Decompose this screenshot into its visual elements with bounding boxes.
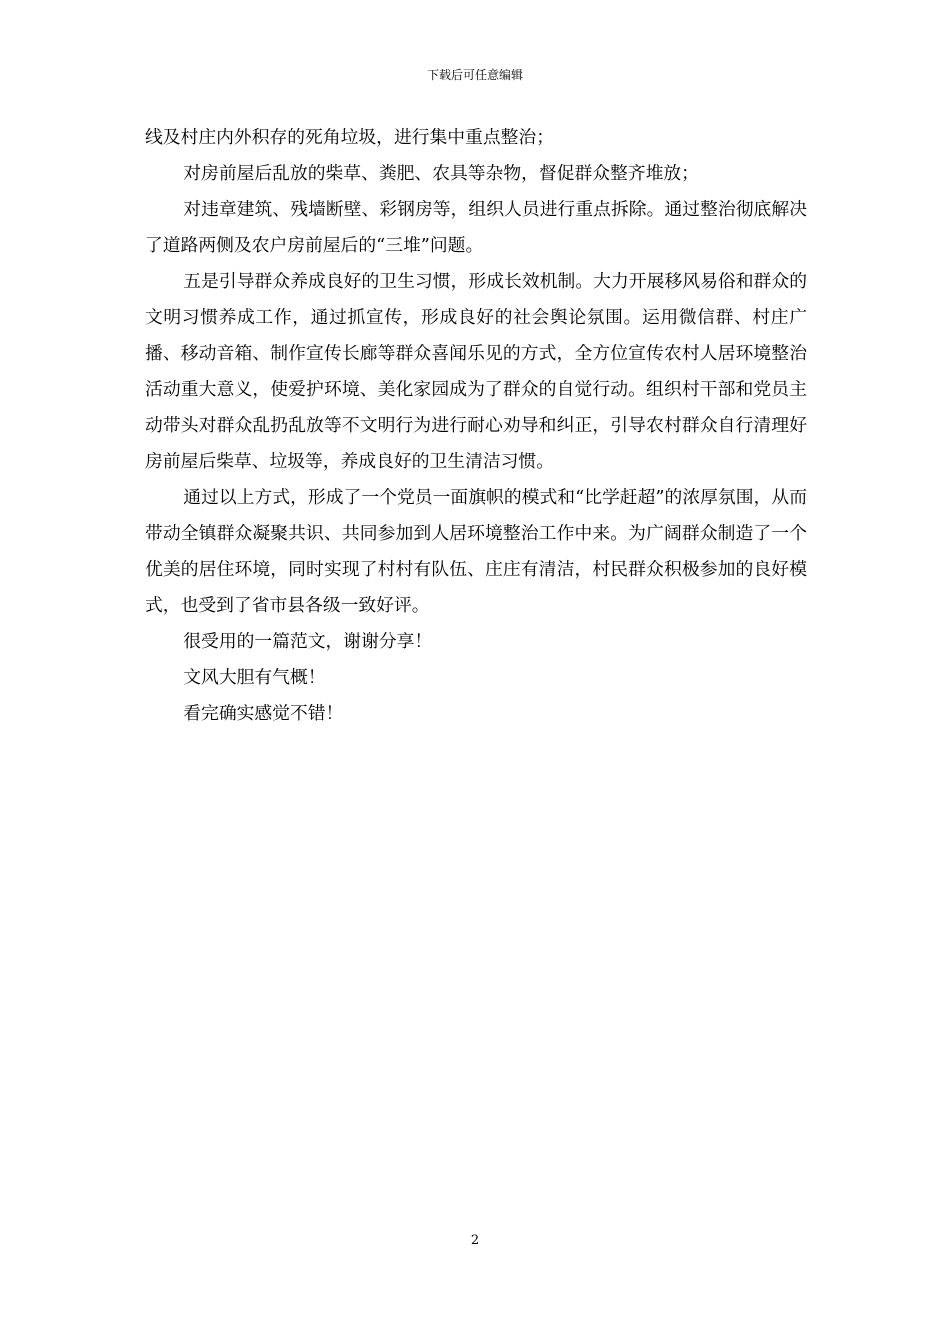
comment-2: 文风大胆有气概！	[183, 667, 326, 688]
paragraph-2: 对房前屋后乱放的柴草、粪肥、农具等杂物，督促群众整齐堆放；	[183, 163, 699, 184]
paragraph-3: 对违章建筑、残墙断壁、彩钢房等，组织人员进行重点拆除。通过整治彻底解决了道路两侧及农户房前屋后的“三堆”问题。	[145, 199, 807, 256]
paragraph-5: 通过以上方式，形成了一个党员一面旗帜的模式和“比学赶超”的浓厚氛围，从而带动全镇群众凝聚共识、共同参加到人居环境整治工作中来。为广阔群众制造了一个优美的居住环境，同时实现了村村有队伍、庄庄有清洁，村民群众积极参加的良好模式，也受到了省市县各级一致好评。	[145, 487, 807, 616]
paragraph-1: 线及村庄内外积存的死角垃圾，进行集中重点整治；	[145, 127, 554, 148]
comment-1: 很受用的一篇范文，谢谢分享！	[183, 631, 433, 652]
comment-3: 看完确实感觉不错！	[183, 703, 344, 724]
page-number: 2	[470, 1233, 480, 1248]
paragraph-4: 五是引导群众养成良好的卫生习惯，形成长效机制。大力开展移风易俗和群众的文明习惯养成工作，通过抓宣传，形成良好的社会舆论氛围。运用微信群、村庄广播、移动音箱、制作宣传长廊等群众喜闻乐见的方式，全方位宣传农村人居环境整治活动重大意义，使爱护环境、美化家园成为了群众的自觉行动。组织村干部和党员主动带头对群众乱扔乱放等不文明行为进行耐心劝导和纠正，引导农村群众自行清理好房前屋后柴草、垃圾等，养成良好的卫生清洁习惯。	[145, 271, 807, 472]
body-text	[145, 120, 807, 732]
page-header: 下载后可任意编辑	[426, 68, 523, 82]
